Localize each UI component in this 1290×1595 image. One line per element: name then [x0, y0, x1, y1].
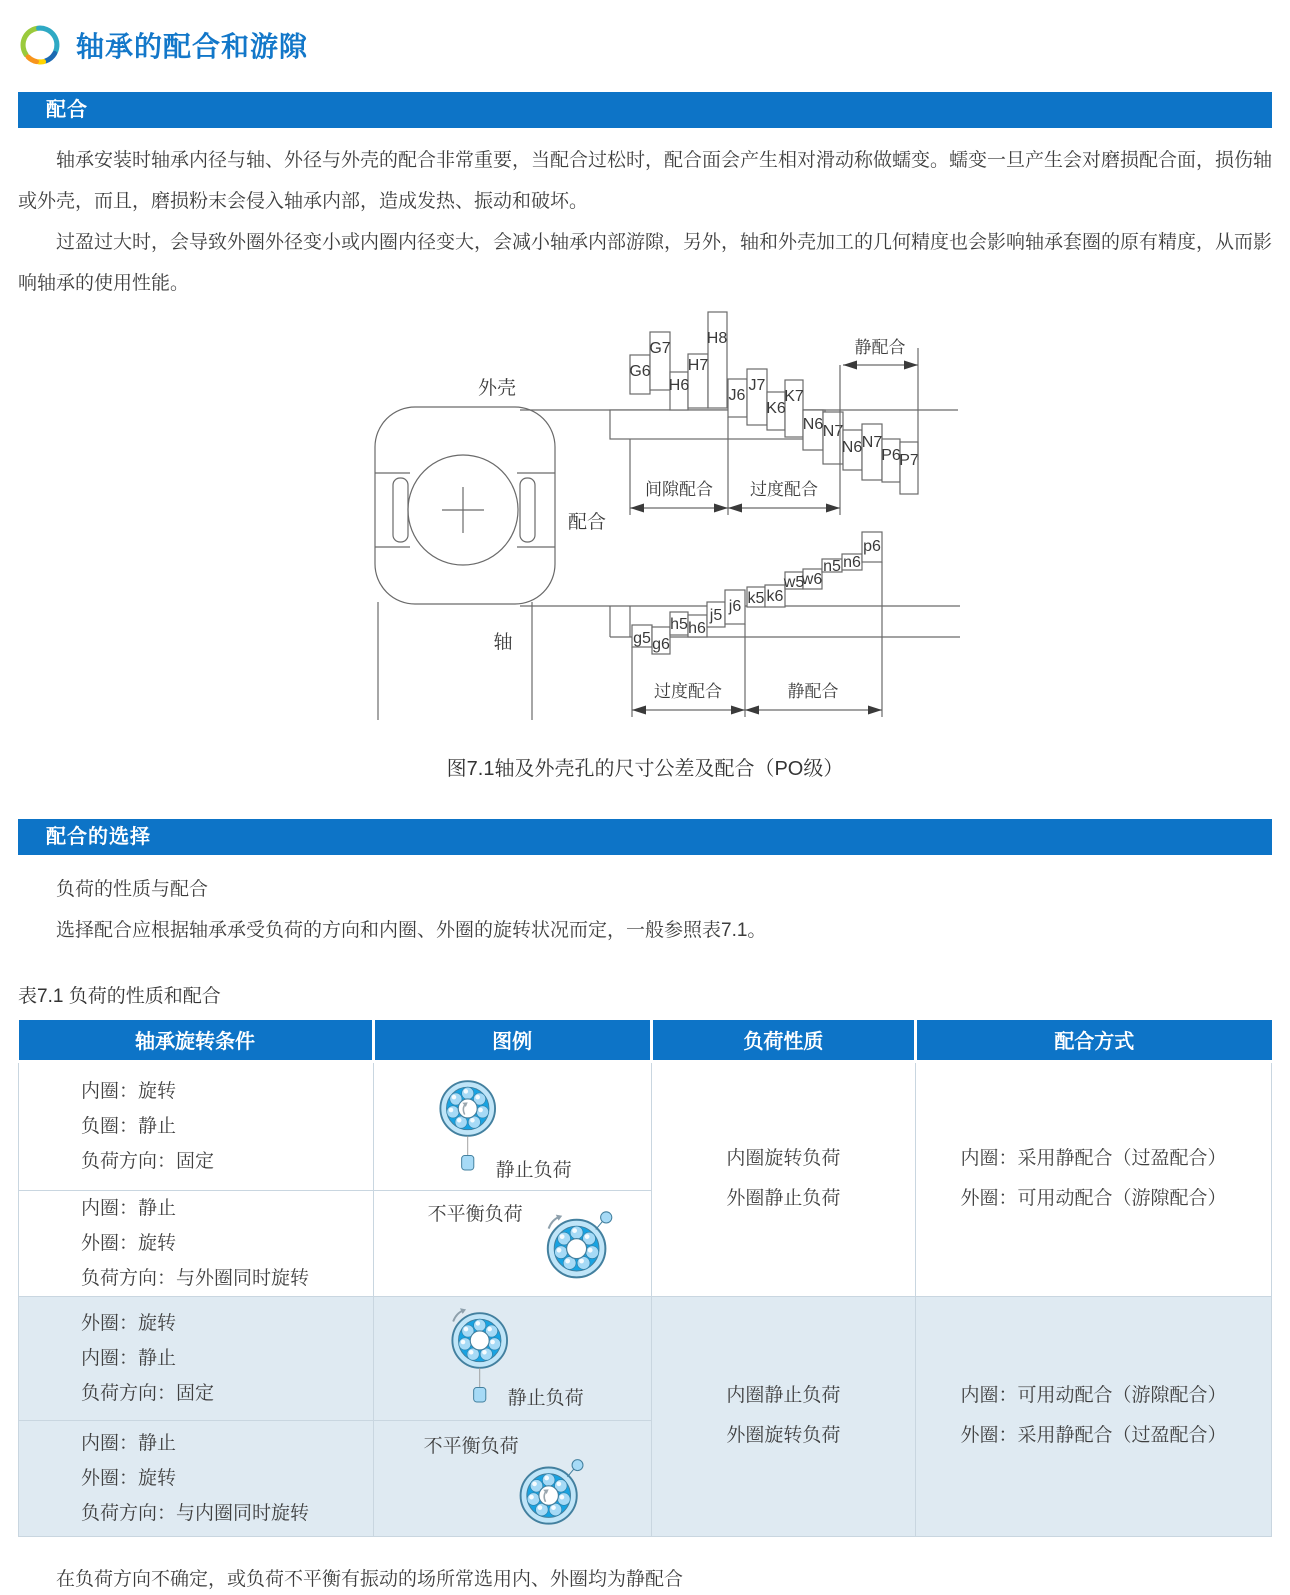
segmented-circle-icon — [18, 23, 62, 67]
tolerance-code: J7 — [748, 377, 766, 394]
tolerance-code: K7 — [784, 388, 804, 405]
tolerance-code: N7 — [822, 423, 844, 440]
bearing-unbalanced-load-icon — [539, 1207, 619, 1287]
tolerance-code: j5 — [709, 607, 723, 624]
shaft-tolerance-boxes — [632, 532, 882, 654]
figure-7-1 — [18, 310, 1272, 728]
zone-label: 过度配合 — [750, 480, 818, 499]
tolerance-code: H8 — [706, 330, 728, 347]
tolerance-fit-diagram — [360, 310, 975, 728]
tolerance-code: J6 — [728, 387, 746, 404]
tolerance-code: N6 — [841, 439, 863, 456]
tolerance-code: j6 — [728, 598, 742, 615]
figure-caption: 图7.1轴及外壳孔的尺寸公差及配合（PO级） — [446, 758, 844, 780]
tolerance-code: H7 — [687, 357, 709, 374]
paragraph-2: 过盈过大时，会导致外圈外径变小或内圈内径变大，会减小轴承内部游隙，另外，轴和外壳加工的几何精度也会影响轴承套圈的原有精度，从而影响轴承的使用性能。 — [18, 232, 1273, 294]
tolerance-code: k6 — [766, 588, 784, 605]
page-title-bar — [18, 0, 1272, 70]
header-legend: 图例 — [373, 1020, 651, 1061]
bearing-cross-section — [375, 407, 555, 720]
shaft-label: 轴 — [493, 632, 513, 653]
tolerance-code: h5 — [670, 616, 688, 633]
tolerance-code: g5 — [633, 630, 651, 647]
fit-method-cell: 内圈：采用静配合（过盈配合） 外圈：可用动配合（游隙配合） — [916, 1061, 1272, 1296]
fit-method-cell: 内圈：可用动配合（游隙配合） 外圈：采用静配合（过盈配合） — [916, 1296, 1272, 1536]
tolerance-code: n5 — [823, 558, 841, 575]
section-header-fit-selection: 配合的选择 — [18, 819, 1272, 855]
tolerance-code: N6 — [802, 416, 824, 433]
bearing-unbalanced-load-icon — [512, 1455, 590, 1533]
fit-paragraphs — [18, 140, 1272, 304]
zone-label: 静配合 — [854, 338, 906, 357]
rotation-conditions: 内圈：静止 外圈：旋转 负荷方向：与内圈同时旋转 — [81, 1432, 310, 1524]
fit-selection-text — [18, 869, 1272, 951]
tolerance-code: g6 — [652, 636, 670, 653]
legend-label: 不平衡负荷 — [423, 1435, 519, 1457]
header-load-nature: 负荷性质 — [651, 1020, 915, 1061]
zone-label: 过度配合 — [654, 682, 722, 701]
tolerance-code: H6 — [668, 377, 690, 394]
tolerance-code: N7 — [861, 434, 883, 451]
tolerance-code: G6 — [629, 363, 651, 380]
tolerance-code: P7 — [899, 452, 919, 469]
page-title: 轴承的配合和游隙 — [76, 31, 309, 62]
tolerance-code: w6 — [801, 571, 823, 588]
housing-label: 外壳 — [477, 378, 517, 399]
footer-note: 在负荷方向不确定，或负荷不平衡有振动的场所常选用内、外圈均为静配合 — [56, 1568, 684, 1590]
tolerance-code: w5 — [783, 574, 805, 591]
tolerance-code: k5 — [747, 590, 765, 607]
rotation-conditions: 内圈：旋转 负圈：静止 负荷方向：固定 — [81, 1080, 215, 1172]
paragraph-1: 轴承安装时轴承内径与轴、外径与外壳的配合非常重要，当配合过松时，配合面会产生相对滑动称做蠕变。蠕变一旦产生会对磨损配合面，损伤轴或外壳，而且，磨损粉末会侵入轴承内部，造成发热、振动和破坏。 — [18, 150, 1273, 212]
rotation-conditions: 内圈：静止 外圈：旋转 负荷方向：与外圈同时旋转 — [81, 1197, 310, 1289]
zone-label: 静配合 — [787, 682, 839, 701]
zone-label: 间隙配合 — [645, 480, 713, 499]
section-header-fit: 配合 — [18, 92, 1272, 128]
tolerance-code: P6 — [881, 447, 901, 464]
load-nature-line: 负荷的性质与配合 — [56, 879, 209, 900]
legend-label: 静止负荷 — [507, 1387, 584, 1409]
tolerance-code: n6 — [843, 554, 861, 571]
legend-label: 不平衡负荷 — [427, 1204, 523, 1225]
table-row — [19, 1061, 1272, 1190]
fit-label: 配合 — [567, 512, 607, 533]
table-header-row — [19, 1020, 1272, 1061]
tolerance-code: p6 — [863, 538, 881, 555]
tolerance-code: G7 — [649, 340, 671, 357]
table-caption: 表7.1 负荷的性质和配合 — [18, 986, 221, 1007]
load-fit-table — [18, 1020, 1272, 1537]
load-nature-cell: 内圈旋转负荷 外圈静止负荷 — [651, 1061, 915, 1296]
header-fit-method: 配合方式 — [916, 1020, 1272, 1061]
header-rotation-condition: 轴承旋转条件 — [19, 1020, 374, 1061]
selection-rule-line: 选择配合应根据轴承承受负荷的方向和内圈、外圈的旋转状况而定，一般参照表7.1。 — [56, 920, 767, 941]
table-row — [19, 1296, 1272, 1420]
rotation-conditions: 外圈：旋转 内圈：静止 负荷方向：固定 — [81, 1312, 215, 1404]
load-nature-cell: 内圈静止负荷 外圈旋转负荷 — [651, 1296, 915, 1536]
legend-label: 静止负荷 — [495, 1159, 572, 1181]
tolerance-code: K6 — [766, 400, 786, 417]
tolerance-code: h6 — [688, 620, 706, 637]
